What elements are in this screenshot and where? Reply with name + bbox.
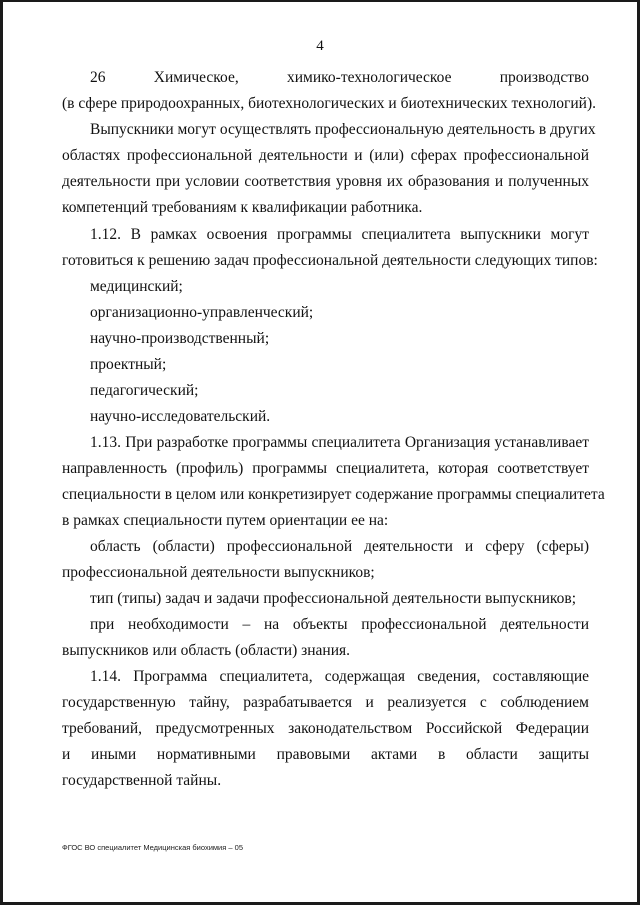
list-item: медицинский; bbox=[90, 278, 183, 295]
text-line: государственной тайны. bbox=[62, 772, 222, 789]
text-line: профессиональной деятельности выпускников; bbox=[62, 564, 375, 581]
text-line: выпускников или область (области) знания. bbox=[62, 642, 351, 659]
list-item: педагогический; bbox=[90, 382, 199, 399]
text-line: 26 Химическое, химико-технологическое производство bbox=[90, 69, 589, 86]
list-item: научно-исследовательский. bbox=[90, 408, 271, 425]
text-line: при необходимости – на объекты профессиональной деятельности bbox=[90, 616, 589, 633]
text-line: областях профессиональной деятельности и (или) сферах профессиональной bbox=[62, 147, 589, 164]
page-number: 4 bbox=[316, 38, 324, 54]
document-footer: ФГОС ВО специалитет Медицинская биохимия – 05 bbox=[62, 843, 243, 852]
text-line: 1.13. При разработке программы специалитета Организация устанавливает bbox=[90, 434, 589, 451]
text-line: 1.12. В рамках освоения программы специалитета выпускники могут bbox=[90, 226, 589, 243]
text-line: деятельности при условии соответствия уровня их образования и полученных bbox=[62, 173, 589, 190]
text-line: специальности в целом или конкретизирует содержание программы специалитета bbox=[62, 486, 605, 503]
text-line: требований, предусмотренных законодательством Российской Федерации bbox=[62, 720, 589, 737]
scan-edge-top bbox=[0, 0, 640, 2]
text-line: направленность (профиль) программы специалитета, которая соответствует bbox=[62, 460, 589, 477]
text-line: и иными нормативными правовыми актами в области защиты bbox=[62, 746, 589, 763]
text-line: (в сфере природоохранных, биотехнологических и биотехнических технологий). bbox=[62, 95, 597, 112]
text-line: 1.14. Программа специалитета, содержащая сведения, составляющие bbox=[90, 668, 589, 685]
text-line: готовиться к решению задач профессиональной деятельности следующих типов: bbox=[62, 252, 598, 269]
text-line: тип (типы) задач и задачи профессиональной деятельности выпускников; bbox=[90, 590, 577, 607]
text-line: компетенций требованиям к квалификации работника. bbox=[62, 199, 423, 216]
list-item: проектный; bbox=[90, 356, 167, 373]
list-item: научно-производственный; bbox=[90, 330, 270, 347]
text-line: в рамках специальности путем ориентации ее на: bbox=[62, 512, 389, 529]
scan-edge-left bbox=[0, 0, 3, 905]
text-line: область (области) профессиональной деятельности и сферу (сферы) bbox=[90, 538, 589, 555]
text-line: государственную тайну, разрабатывается и реализуется с соблюдением bbox=[62, 694, 589, 711]
list-item: организационно-управленческий; bbox=[90, 304, 314, 321]
text-line: Выпускники могут осуществлять профессиональную деятельность в других bbox=[90, 121, 596, 138]
